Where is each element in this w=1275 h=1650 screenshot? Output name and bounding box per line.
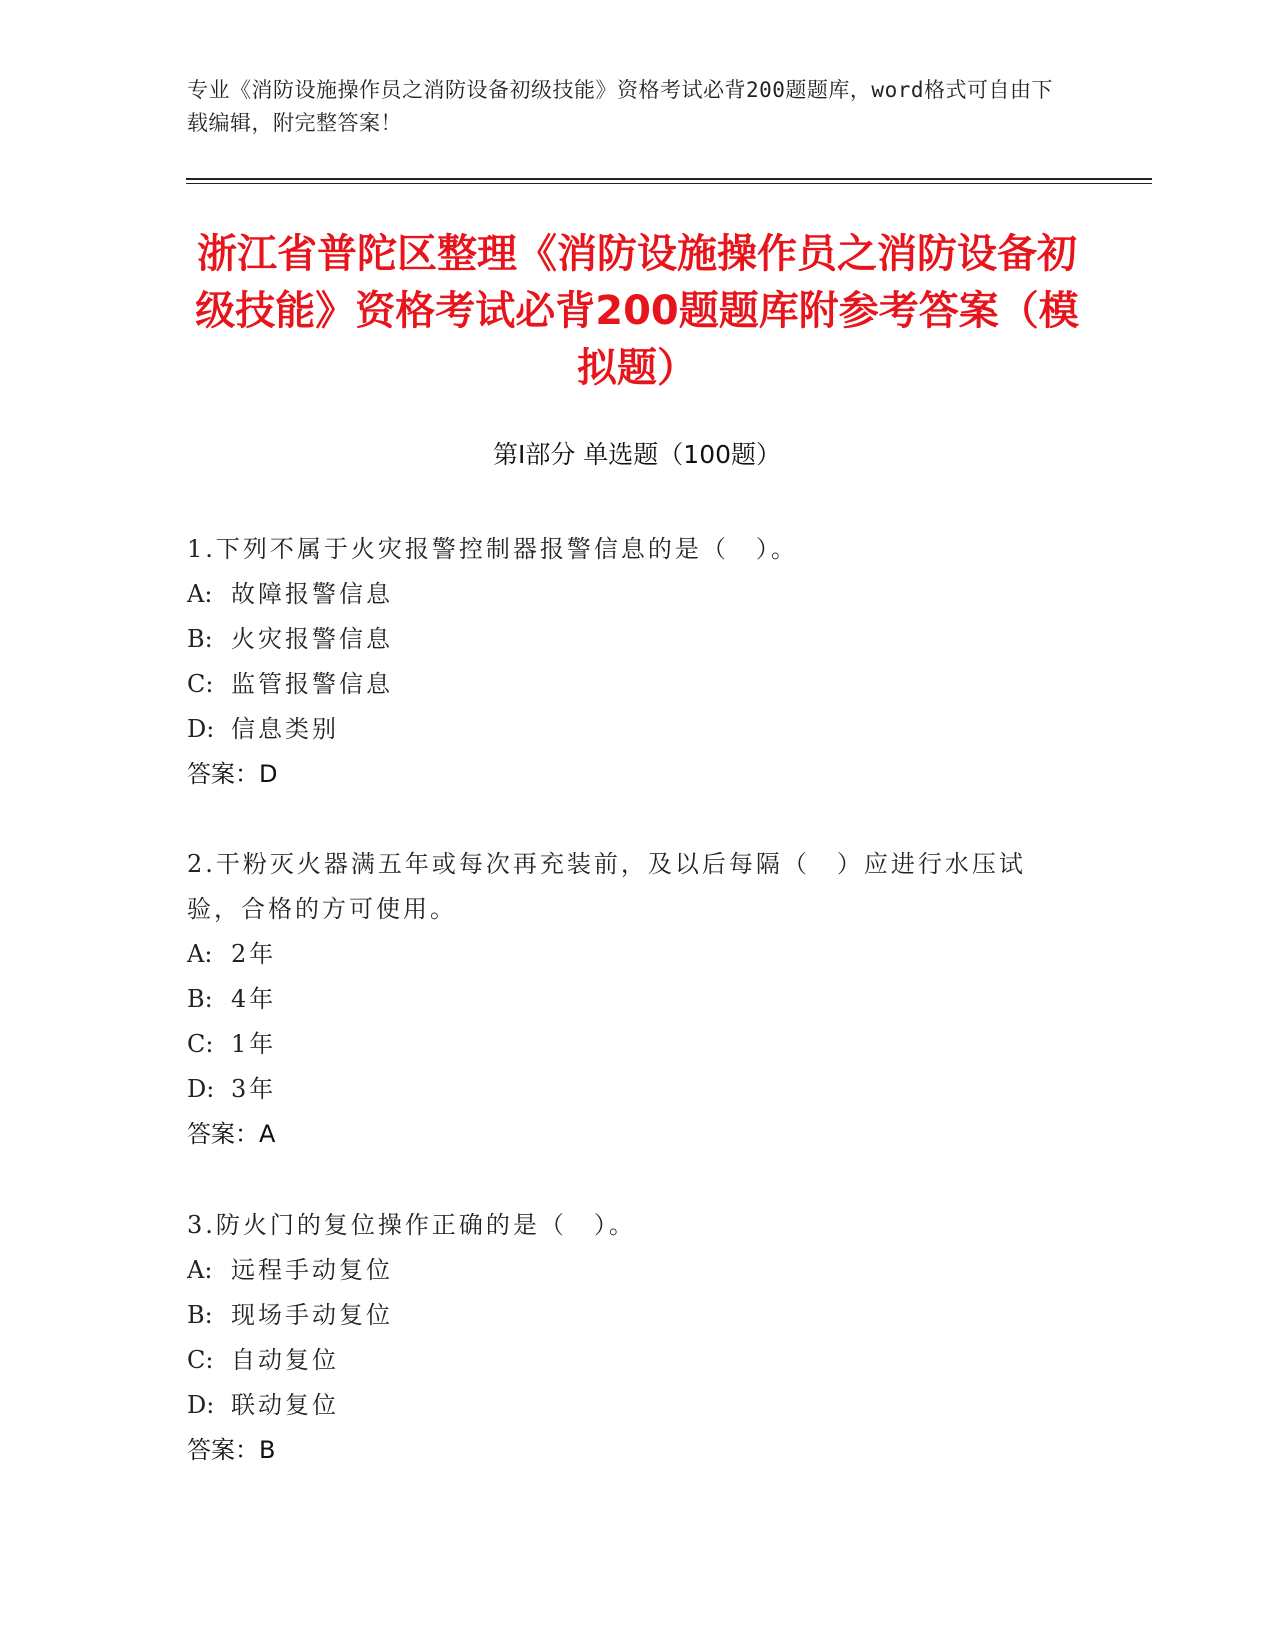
option-letter: C:	[187, 1346, 214, 1374]
option-text: 信息类别	[231, 715, 339, 743]
answer-line: 答案：A	[187, 1120, 276, 1148]
header-divider-thin	[186, 183, 1152, 184]
option-letter: A:	[187, 580, 213, 608]
option-c	[187, 1338, 1067, 1383]
option-text: 3年	[231, 1075, 277, 1103]
question-block	[187, 1203, 1067, 1473]
option-b	[187, 977, 1067, 1022]
option-text: 1年	[231, 1030, 277, 1058]
option-letter: B:	[187, 625, 213, 653]
answer-line: 答案：D	[187, 760, 278, 788]
option-letter: A:	[187, 940, 213, 968]
option-text: 现场手动复位	[231, 1301, 393, 1329]
option-text: 自动复位	[231, 1346, 339, 1374]
option-letter: B:	[187, 1301, 213, 1329]
option-text: 2年	[231, 940, 277, 968]
option-b	[187, 1293, 1067, 1338]
option-a	[187, 572, 1067, 617]
header-note: 专业《消防设施操作员之消防设备初级技能》资格考试必背200题题库，word格式可自由下载编辑，附完整答案！	[187, 78, 1053, 135]
option-text: 4年	[231, 985, 277, 1013]
question-stem: 1.下列不属于火灾报警控制器报警信息的是（ ）。	[187, 535, 798, 563]
option-letter: D:	[187, 715, 215, 743]
option-letter: C:	[187, 670, 214, 698]
option-letter: B:	[187, 985, 213, 1013]
option-text: 远程手动复位	[231, 1256, 393, 1284]
option-d	[187, 707, 1067, 752]
option-letter: D:	[187, 1075, 215, 1103]
question-block	[187, 842, 1067, 1157]
document-title: 浙江省普陀区整理《消防设施操作员之消防设备初级技能》资格考试必背200题题库附参考答案（模拟题）	[195, 231, 1079, 391]
option-letter: A:	[187, 1256, 213, 1284]
option-d	[187, 1067, 1067, 1112]
header-divider-thick	[186, 178, 1152, 180]
option-letter: C:	[187, 1030, 214, 1058]
option-c	[187, 662, 1067, 707]
section-title: 第I部分 单选题（100题）	[492, 440, 782, 469]
option-text: 故障报警信息	[231, 580, 393, 608]
question-stem: 3.防火门的复位操作正确的是（ ）。	[187, 1211, 636, 1239]
answer-line: 答案：B	[187, 1436, 276, 1464]
option-text: 联动复位	[231, 1391, 339, 1419]
option-text: 监管报警信息	[231, 670, 393, 698]
option-letter: D:	[187, 1391, 215, 1419]
option-d	[187, 1383, 1067, 1428]
option-text: 火灾报警信息	[231, 625, 393, 653]
option-c	[187, 1022, 1067, 1067]
option-b	[187, 617, 1067, 662]
question-stem: 2.干粉灭火器满五年或每次再充装前，及以后每隔（ ）应进行水压试验，合格的方可使用。	[187, 850, 1026, 923]
option-a	[187, 1248, 1067, 1293]
question-block	[187, 527, 1067, 797]
option-a	[187, 932, 1067, 977]
